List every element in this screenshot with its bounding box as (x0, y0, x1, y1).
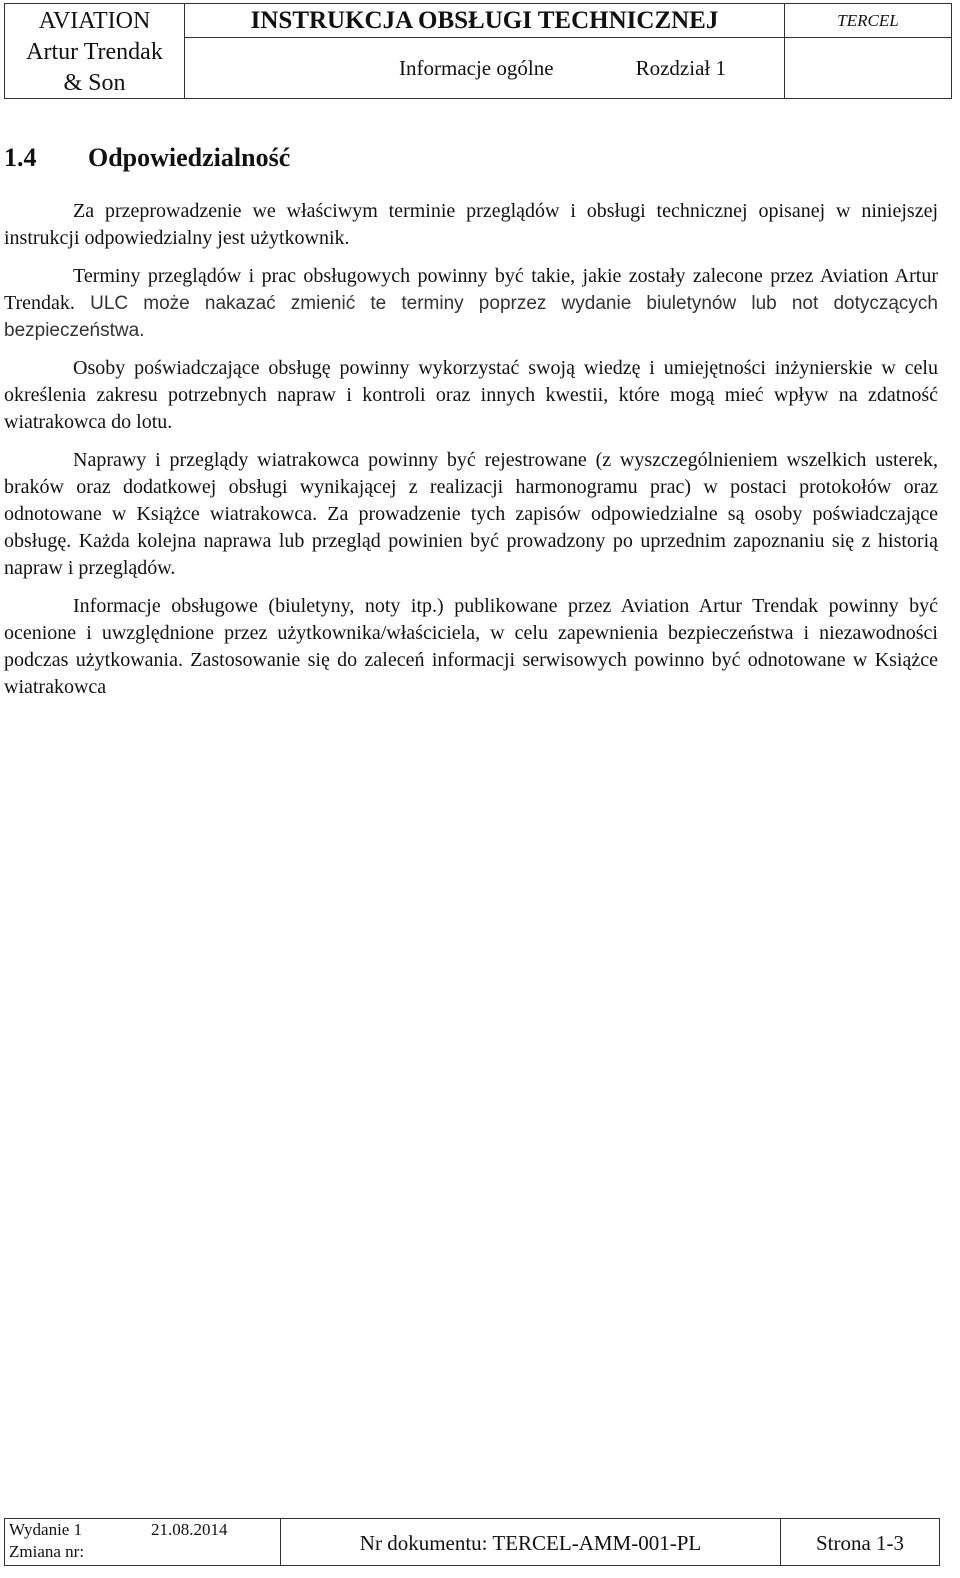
paragraph-5: Informacje obsługowe (biuletyny, noty itp.) publikowane przez Aviation Artur Trendak powinny być ocenione i uwzględnione przez użytkownika/właściciela, w celu zapewnienia bezpieczeństwa i niezawodności podczas użytkowania. Zastosowanie się do zaleceń informacji serwisowych powinno być odnotowane w Książce wiatrakowca (4, 595, 938, 698)
header-empty-cell (785, 38, 951, 98)
paragraph-2-part-a: Terminy przeglądów i prac obsługowych powinny być takie, jakie zostały zalecone przez Aviation Artur Trendak. (4, 265, 938, 314)
chapter-label: Rozdział 1 (635, 56, 726, 80)
change-number: Zmiana nr: (9, 1542, 85, 1561)
paragraph-4: Naprawy i przeglądy wiatrakowca powinny być rejestrowane (z wyszczególnieniem wszelkich usterek, braków oraz dodatkowej obsługi wynikającej z realizacji harmonogramu prac) w postaci protokołów oraz odnotowane w Książce wiatrakowca. Za prowadzenie tych zapisów odpowiedzialne są osoby poświadczające obsługę. Każda kolejna naprawa lub przegląd powinien być prowadzony po uprzednim zapoznaniu się z historią napraw i przeglądów. (4, 449, 938, 579)
page-header (4, 3, 952, 99)
company-name (5, 4, 185, 98)
document-number: Nr dokumentu: TERCEL-AMM-001-PL (281, 1519, 781, 1565)
page-content (4, 138, 938, 701)
aircraft-model: TERCEL (785, 4, 951, 38)
section-name: Informacje ogólne (399, 56, 554, 80)
issue-row (9, 1519, 280, 1541)
page-footer (4, 1518, 940, 1566)
company-line-1: AVIATION (38, 8, 151, 34)
heading-number: 1.4 (4, 143, 37, 172)
section-info (185, 38, 785, 98)
issue-info (5, 1519, 281, 1565)
issue-date: 21.08.2014 (151, 1520, 228, 1539)
paragraph-1: Za przeprowadzenie we właściwym terminie przeglądów i obsługi technicznej opisanej w niniejszej instrukcji odpowiedzialny jest użytkownik. (4, 200, 938, 249)
heading-title: Odpowiedzialność (88, 143, 291, 172)
company-line-2: Artur Trendak (26, 39, 163, 65)
company-line-3: & Son (63, 70, 126, 96)
section-heading (4, 138, 938, 178)
paragraph-2-part-b: ULC może nakazać zmienić te terminy poprzez wydanie biuletynów lub not dotyczących bezpieczeństwa. (4, 293, 938, 341)
manual-title: INSTRUKCJA OBSŁUGI TECHNICZNEJ (185, 4, 785, 38)
page-number: Strona 1-3 (815, 1531, 905, 1555)
issue-number: Wydanie 1 (9, 1520, 83, 1539)
paragraph-2 (4, 263, 938, 344)
paragraph-3: Osoby poświadczające obsługę powinny wykorzystać swoją wiedzę i umiejętności inżynierskie w celu określenia zakresu potrzebnych napraw i kontroli oraz innych kwestii, które mogą mieć wpływ na zdatność wiatrakowca do lotu. (4, 357, 938, 433)
